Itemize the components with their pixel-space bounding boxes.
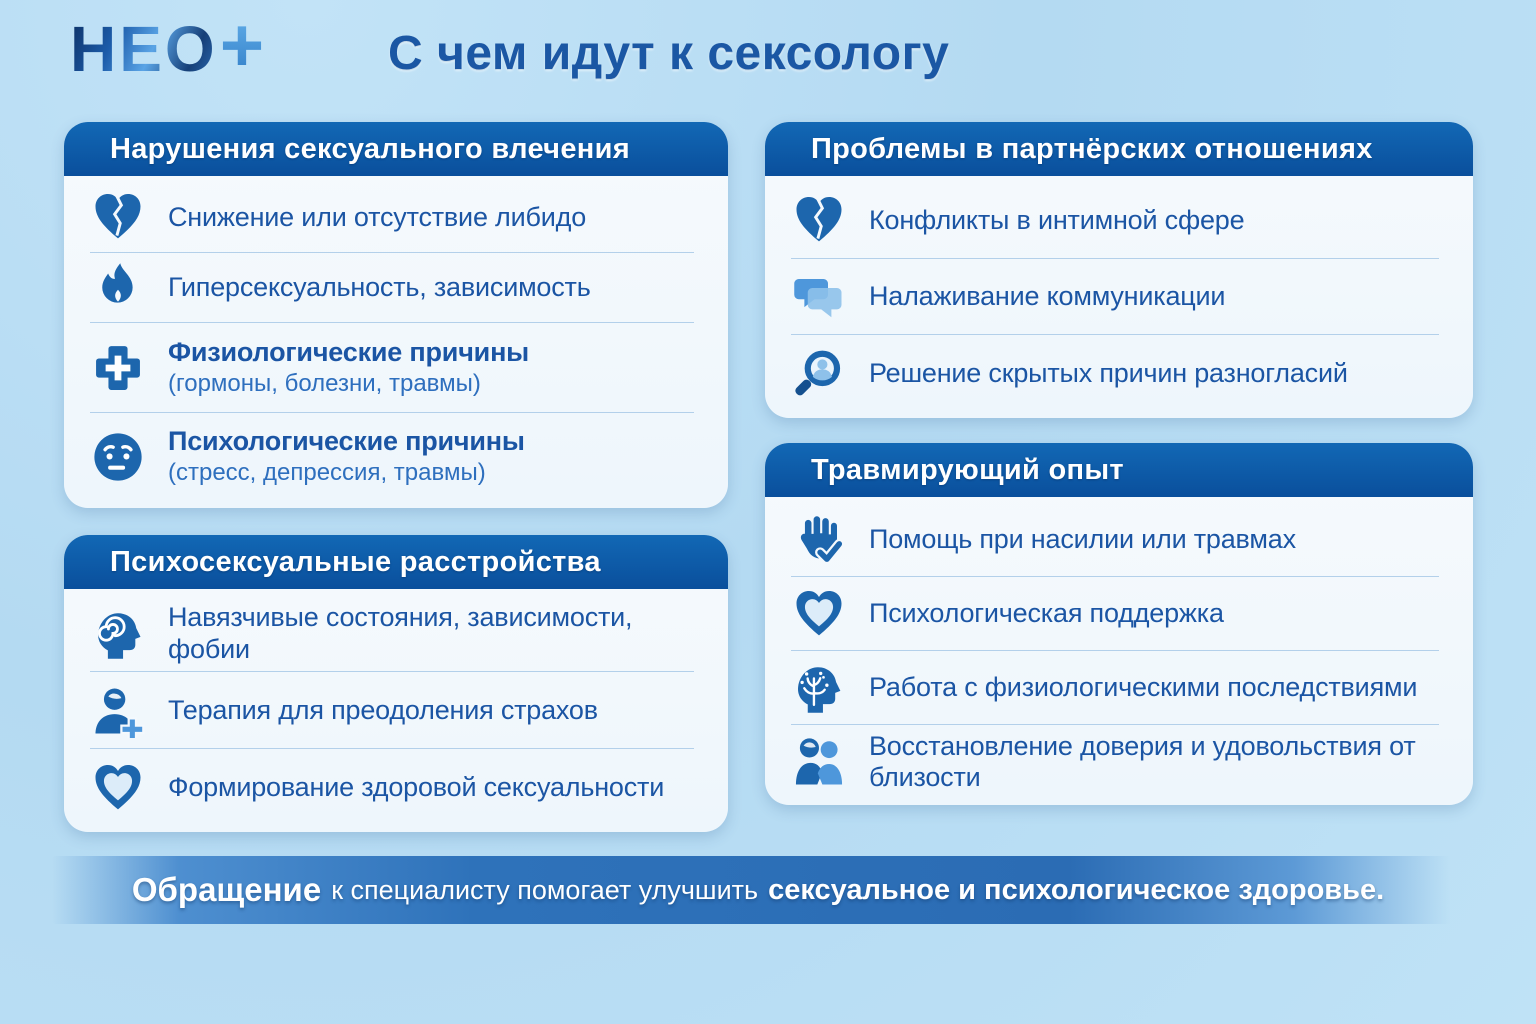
list-item bbox=[791, 503, 1447, 577]
chat-bubbles-icon bbox=[791, 269, 847, 325]
card-title: Психосексуальные расстройства bbox=[110, 545, 601, 578]
list-item bbox=[90, 672, 702, 749]
item-label: Конфликты в интимной сфере bbox=[869, 204, 1245, 235]
item-text bbox=[869, 731, 1447, 793]
item-text bbox=[168, 202, 586, 233]
card-psychosexual-disorders bbox=[64, 535, 728, 832]
item-label: Восстановление доверия и удовольствия от близости bbox=[869, 730, 1416, 792]
logo-plus-icon: + bbox=[219, 3, 265, 88]
card-title: Проблемы в партнёрских отношениях bbox=[811, 132, 1373, 165]
banner-emphasis-text: сексуальное и психологическое здоровье. bbox=[768, 873, 1385, 906]
page-title: С чем идут к сексологу bbox=[388, 27, 950, 80]
card-partner-relationship-problems bbox=[765, 122, 1473, 418]
banner-lead-text: Обращение bbox=[131, 871, 322, 908]
card-item-list bbox=[64, 589, 728, 832]
item-text bbox=[168, 695, 598, 726]
card-header bbox=[765, 443, 1473, 497]
logo bbox=[70, 3, 265, 88]
list-item bbox=[791, 725, 1447, 799]
card-sexual-desire-disorders bbox=[64, 122, 728, 508]
list-item bbox=[90, 182, 702, 253]
item-sublabel: (гормоны, болезни, травмы) bbox=[168, 370, 481, 398]
card-header bbox=[64, 535, 728, 589]
item-text bbox=[869, 358, 1348, 389]
card-item-list bbox=[64, 176, 728, 508]
item-text bbox=[869, 598, 1224, 629]
list-item bbox=[90, 253, 702, 324]
item-label: Психологические причины bbox=[168, 426, 525, 457]
sad-face-icon bbox=[90, 429, 146, 485]
stop-hand-check-icon bbox=[791, 512, 847, 568]
item-text bbox=[869, 524, 1296, 555]
item-text bbox=[869, 281, 1225, 312]
item-text bbox=[168, 426, 525, 488]
card-header bbox=[765, 122, 1473, 176]
item-label: Терапия для преодоления страхов bbox=[168, 694, 598, 725]
list-item bbox=[90, 749, 702, 826]
item-label: Формирование здоровой сексуальности bbox=[168, 771, 665, 802]
person-plus-icon bbox=[90, 683, 146, 739]
flame-icon bbox=[90, 260, 146, 316]
nested-heart-icon bbox=[791, 586, 847, 642]
item-label: Навязчивые состояния, зависимости, фобии bbox=[168, 602, 633, 664]
item-label: Психологическая поддержка bbox=[869, 598, 1224, 629]
item-text bbox=[168, 272, 591, 303]
card-item-list bbox=[765, 497, 1473, 805]
item-text bbox=[168, 337, 529, 399]
item-label: Гиперсексуальность, зависимость bbox=[168, 272, 591, 303]
item-label: Решение скрытых причин разногласий bbox=[869, 358, 1348, 389]
spiral-head-icon bbox=[90, 606, 146, 662]
item-text bbox=[869, 672, 1417, 703]
item-label: Снижение или отсутствие либидо bbox=[168, 201, 587, 232]
item-text bbox=[168, 602, 702, 664]
logo-text: НЕО bbox=[70, 13, 218, 85]
broken-heart-icon bbox=[90, 189, 146, 245]
card-header bbox=[64, 122, 728, 176]
medical-cross-icon bbox=[90, 340, 146, 396]
nested-heart-icon bbox=[90, 760, 146, 816]
item-label: Физиологические причины bbox=[168, 336, 530, 367]
item-sublabel: (стресс, депрессия, травмы) bbox=[168, 459, 486, 487]
card-title: Нарушения сексуального влечения bbox=[110, 132, 630, 165]
item-label: Работа с физиологическими последствиями bbox=[869, 672, 1418, 703]
list-item bbox=[791, 259, 1447, 336]
banner-middle-text: к специалисту помогает улучшить bbox=[331, 874, 759, 905]
list-item bbox=[791, 577, 1447, 651]
couple-icon bbox=[791, 734, 847, 790]
item-label: Налаживание коммуникации bbox=[869, 281, 1226, 312]
list-item bbox=[791, 182, 1447, 259]
item-text bbox=[869, 205, 1244, 236]
list-item bbox=[90, 413, 702, 502]
list-item bbox=[791, 335, 1447, 412]
broken-heart-icon bbox=[791, 192, 847, 248]
item-text bbox=[168, 772, 664, 803]
footer-banner bbox=[52, 856, 1464, 924]
card-title: Травмирующий опыт bbox=[811, 453, 1124, 486]
list-item bbox=[90, 595, 702, 672]
card-item-list bbox=[765, 176, 1473, 418]
card-traumatic-experience bbox=[765, 443, 1473, 805]
list-item bbox=[791, 651, 1447, 725]
search-person-icon bbox=[791, 346, 847, 402]
list-item bbox=[90, 323, 702, 412]
item-label: Помощь при насилии или травмах bbox=[869, 524, 1296, 555]
head-tree-icon bbox=[791, 660, 847, 716]
